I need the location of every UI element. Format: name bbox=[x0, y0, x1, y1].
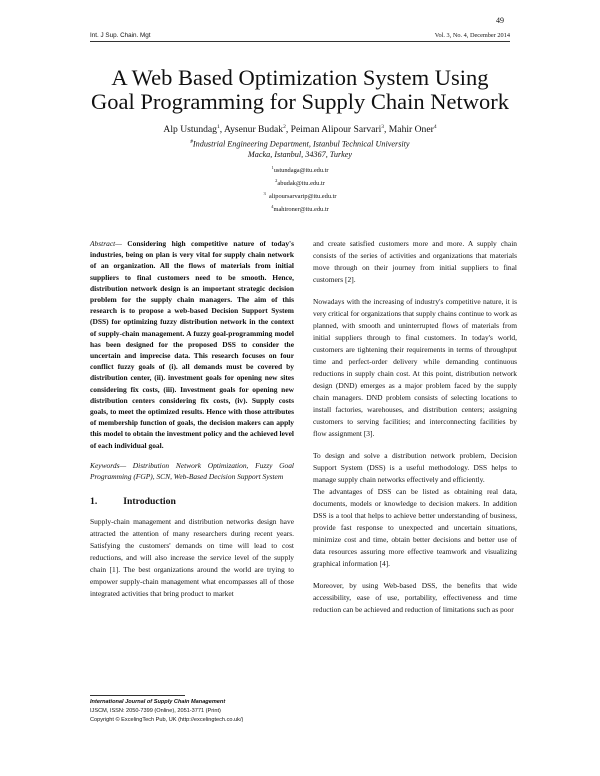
footer-journal: International Journal of Supply Chain Management bbox=[90, 699, 226, 705]
header-rule bbox=[90, 41, 510, 42]
footer-issn: IJSCM, ISSN: 2050-7399 (Online), 2051-3771 (Print) bbox=[90, 708, 221, 714]
section-number: 1. bbox=[90, 496, 98, 508]
email-address[interactable]: abudak@itu.edu.tr bbox=[277, 180, 325, 188]
abstract bbox=[90, 238, 294, 451]
right-column bbox=[313, 238, 517, 626]
author-list: Alp Ustundag$^1$, Aysenur Budak$^2$, Peiman Alipour Sarvari$^3$, Mahir Oner$^4$ bbox=[163, 124, 437, 136]
email-item bbox=[150, 176, 450, 189]
left-column bbox=[90, 238, 294, 610]
email-superscript: 1 bbox=[271, 165, 274, 170]
keywords bbox=[90, 461, 294, 483]
email-address[interactable]: alipoursarvarip@itu.edu.tr bbox=[268, 193, 337, 201]
footer bbox=[90, 698, 243, 725]
intro-paragraph-4: To design and solve a distribution network problem, Decision Support System (DSS) is a useful methodology. DSS helps to manage supply chain networks effectively and efficiently. bbox=[313, 451, 517, 484]
email-item bbox=[150, 202, 450, 215]
author-superscript: 2 bbox=[283, 124, 286, 130]
affiliation-line-1: Industrial Engineering Department, Istanbul Technical University bbox=[192, 139, 410, 149]
author-name: Peiman Alipour Sarvari bbox=[290, 124, 382, 136]
abstract-separator: — bbox=[115, 239, 128, 248]
author-name: Mahir Oner bbox=[388, 124, 434, 136]
email-item bbox=[150, 189, 450, 202]
abstract-label: Abstract bbox=[90, 239, 116, 248]
abstract-text: Considering high competitive nature of today's industries, being on plan is very vital for supply chain network of an organization. All the flows of materials from initial suppliers to final customers need to be smooth. Hence, distribution network design is an important strategic decision problem for the supply chain managers. The aim of this research is to propose a web-based Decision Support System (DSS) for optimizing fuzzy distribution network in the context of supply-chain management. A fuzzy goal-programming model has been designed for the proposed DSS to consider the uncertain and imprecise data. This research focuses on four conflict fuzzy goals of (i). all demands must be covered by distribution center, (ii). investment goals for opening new sites considering fix costs, (iii). Investment goals for opening new distribution centers considering fix costs, (iv). Supply costs goals, to meet the optimized results. Hence with those attributes of membership function of goals, the decision makers can apply this model to obtain the investment policy and the achieved level of each individual goal. bbox=[90, 239, 294, 450]
author-superscript: 4 bbox=[433, 124, 437, 130]
section-heading bbox=[90, 496, 294, 508]
author-name: Aysenur Budak bbox=[224, 124, 284, 136]
volume-issue: Vol. 3, No. 4, December 2014 bbox=[434, 32, 510, 39]
journal-short-name: Int. J Sup. Chain. Mgt bbox=[90, 32, 151, 39]
email-superscript: 3 bbox=[263, 191, 266, 197]
email-list bbox=[150, 163, 450, 216]
author-superscript: 1 bbox=[216, 124, 220, 130]
affiliation bbox=[70, 138, 530, 160]
author-superscript: 3 bbox=[381, 124, 384, 130]
email-address[interactable]: ustundaga@itu.edu.tr bbox=[273, 167, 329, 175]
intro-paragraph-3: Nowadays with the increasing of industry's competitive nature, it is very critical for organizations that supply chains continue to work as planned, with smooth and uninterrupted flows of materials from initial suppliers through to final customers. In today's world, customers are tightening their requirements in terms of throughput time and perfect-order delivery while demanding continuous reductions in supply chain cost. At this point, distribution network design (DND) emerges as a major problem faced by the supply chain managers. DND problem consists of selecting locations to install factories, warehouses, and distribution centers; assigning customers to serving facilities; and interconnecting facilities by flow assignment [3]. bbox=[313, 297, 517, 438]
keywords-text: Distribution Network Optimization, Fuzzy Goal Programming (FGP), SCN, Web-Based Decision Support System bbox=[90, 460, 294, 481]
paper-title bbox=[70, 66, 530, 114]
title-line-2: Goal Programming for Supply Chain Network bbox=[90, 89, 510, 114]
footer-copyright: Copyright © ExcelingTech Pub, UK (http://excelingtech.co.uk/) bbox=[90, 717, 244, 723]
affiliation-line-2: Macka, Istanbul, 34367, Turkey bbox=[247, 149, 353, 159]
author-name: Alp Ustundag bbox=[163, 124, 217, 136]
email-superscript: 2 bbox=[275, 178, 278, 184]
footer-rule bbox=[90, 695, 185, 696]
title-line-1: A Web Based Optimization System Using bbox=[111, 65, 489, 90]
section-title: Introduction bbox=[123, 496, 176, 508]
affiliation-marker: # bbox=[190, 140, 193, 145]
keywords-label: Keywords bbox=[90, 460, 120, 470]
intro-paragraph-2: and create satisfied customers more and more. A supply chain consists of the series of activities and organizations that materials move through on their journey from initial suppliers to final customers [2]. bbox=[313, 239, 517, 284]
page-number: 49 bbox=[496, 16, 504, 25]
email-item bbox=[150, 163, 450, 176]
intro-paragraph-6: Moreover, by using Web-based DSS, the benefits that wide accessibility, ease of use, portability, effectiveness and time reduction can be achieved and reduction of limitations such as poor bbox=[313, 581, 517, 614]
email-superscript: 4 bbox=[271, 204, 274, 210]
email-address[interactable]: mahironer@itu.edu.tr bbox=[273, 206, 329, 214]
intro-paragraph-1: Supply-chain management and distribution networks design have attracted the attention of many researchers during recent years. Satisfying the customers' demands on time will lead to cost reductions, and will also increase the service level of the supply chain [1]. The best organizations around the world are trying to empower supply-chain management what encompasses all of those integrated activities that bring product to market bbox=[90, 517, 294, 599]
intro-paragraph-5: The advantages of DSS can be listed as obtaining real data, documents, models or knowledge to decision makers. In addition DSS is a tool that helps to achieve better understanding of business, provide fast response to unexpected and uncertain situations, minimize cost and time, obtain better decisions and better use of data resources assuring more effective teamwork and visualizing graphical information [4]. bbox=[313, 487, 517, 568]
keywords-separator: — bbox=[119, 460, 133, 470]
running-header bbox=[90, 32, 510, 39]
